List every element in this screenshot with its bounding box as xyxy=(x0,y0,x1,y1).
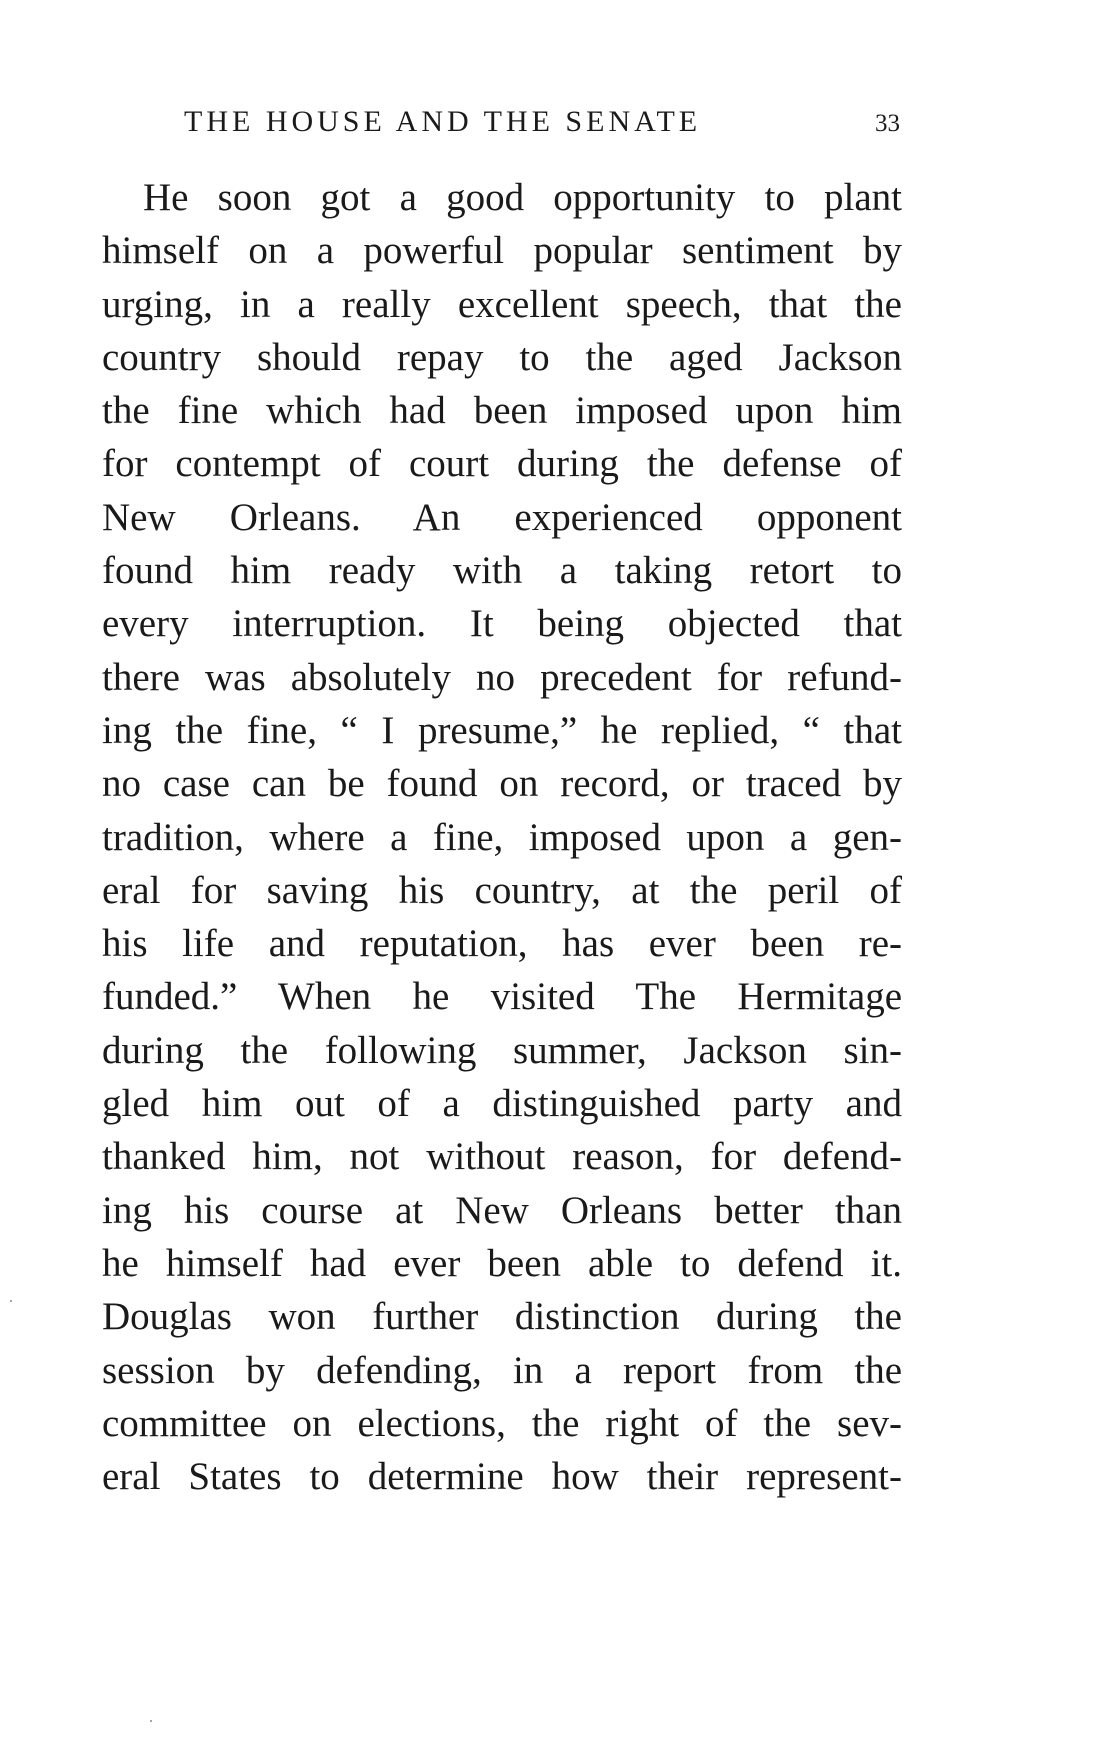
text-line: there was absolutely no precedent for refund- xyxy=(102,655,902,699)
text-line: country should repay to the aged Jackson xyxy=(102,335,902,379)
text-line: urging, in a really excellent speech, that the xyxy=(102,282,902,326)
text-line: he himself had ever been able to defend it. xyxy=(102,1241,902,1285)
running-header xyxy=(160,94,900,140)
text-line: no case can be found on record, or traced by xyxy=(102,762,902,806)
text-line: found him ready with a taking retort to xyxy=(102,549,902,593)
text-line: ing his course at New Orleans better than xyxy=(102,1188,902,1232)
text-line: himself on a powerful popular sentiment by xyxy=(102,229,902,273)
text-line: the fine which had been imposed upon him xyxy=(102,389,902,433)
paper-speck xyxy=(150,1720,152,1722)
text-line: for contempt of court during the defense of xyxy=(102,442,902,486)
text-line: He soon got a good opportunity to plant xyxy=(143,176,902,219)
body-paragraph xyxy=(102,171,902,1503)
text-line: committee on elections, the right of the sev- xyxy=(102,1401,902,1445)
text-line: New Orleans. An experienced opponent xyxy=(102,495,902,539)
text-line: eral for saving his country, at the peril of xyxy=(102,868,902,912)
text-line: funded.” When he visited The Hermitage xyxy=(102,975,902,1019)
text-line: every interruption. It being objected that xyxy=(102,602,902,646)
text-line: eral States to determine how their represent- xyxy=(102,1455,902,1499)
running-title: THE HOUSE AND THE SENATE xyxy=(184,105,702,138)
page-number: 33 xyxy=(875,110,900,137)
text-line: during the following summer, Jackson sin- xyxy=(102,1028,902,1072)
text-line: tradition, where a fine, imposed upon a gen- xyxy=(102,815,902,859)
text-line: session by defending, in a report from the xyxy=(102,1348,902,1392)
text-line: ing the fine, “ I presume,” he replied, “ that xyxy=(102,708,902,752)
text-line: Douglas won further distinction during the xyxy=(102,1295,902,1339)
text-line: gled him out of a distinguished party and xyxy=(102,1082,902,1126)
text-line: thanked him, not without reason, for defend- xyxy=(102,1135,902,1179)
text-line: his life and reputation, has ever been re- xyxy=(102,922,902,966)
paper-speck xyxy=(10,1300,12,1302)
